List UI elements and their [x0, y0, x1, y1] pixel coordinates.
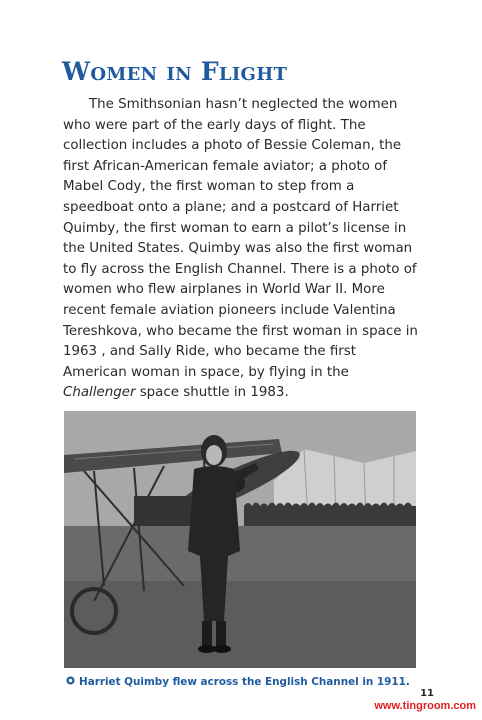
- shuttle-name: Challenger: [63, 385, 136, 401]
- body-text-part2: space shuttle in 1983.: [135, 385, 289, 401]
- body-text-part1: The Smithsonian hasn’t neglected the women who were part of the early days of flight. The collection includes a photo of Bessie Coleman, the first African-American female aviator; a photo of Mabel Cody, the first woman to step from a speedboat onto a plane; and a postcard of Harriet Quimby, the first woman to earn a pilot’s license in the United States. Quimby was also the first woman to fly across the English Channel. There is a photo of women who flew airplanes in World War II. More recent female aviation pioneers include Valentina Tereshkova, who became the first woman in space in 1963 , and Sally Ride, who became the first American woman in space, by flying in the: [63, 97, 418, 380]
- body-paragraph: [63, 95, 419, 404]
- historical-photo: [64, 411, 416, 668]
- camera-icon: [66, 676, 75, 688]
- photo-caption: [66, 676, 416, 688]
- caption-text: Harriet Quimby flew across the English Channel in 1911.: [79, 676, 410, 688]
- section-heading: Women in Flight: [62, 57, 288, 86]
- watermark: www.tingroom.com: [374, 700, 476, 712]
- page-number: 11: [420, 688, 434, 699]
